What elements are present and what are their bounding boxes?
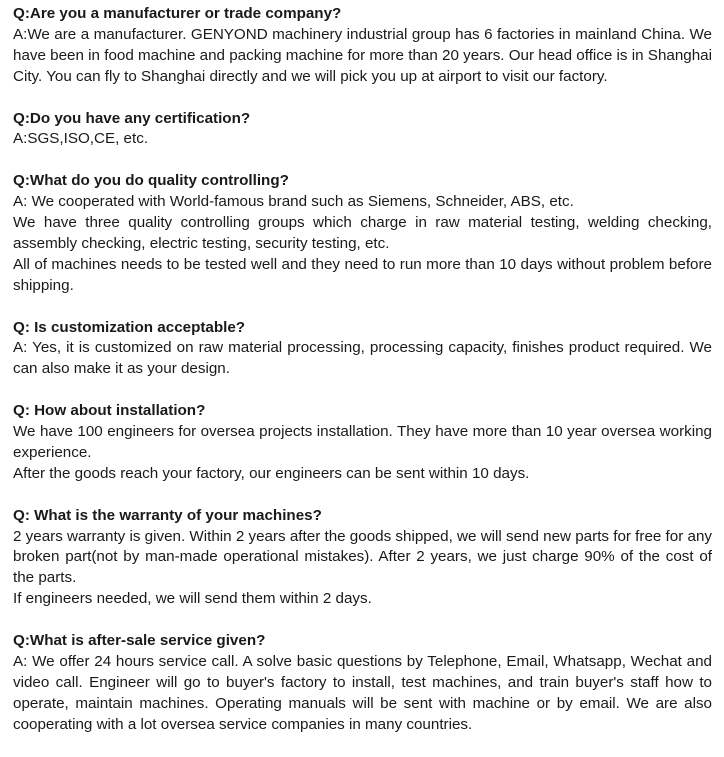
faq-answer: A:We are a manufacturer. GENYOND machinery industrial group has 6 factories in mainland China. We have been in food machine and packing machine for more than 20 years. Our head office is in Shanghai City. You can fly to Shanghai directly and we will pick you up at airport to visit our factory.	[13, 25, 712, 85]
faq-item-after-sale	[13, 631, 712, 736]
faq-item-installation	[13, 401, 712, 485]
faq-answer: We have three quality controlling groups which charge in raw material testing, welding checking, assembly checking, electric testing, security testing, etc.	[13, 214, 712, 252]
faq-question: Q: What is the warranty of your machines?	[13, 506, 322, 524]
faq-answer: We have 100 engineers for oversea projects installation. They have more than 10 year oversea working experience.	[13, 423, 712, 461]
faq-answer: After the goods reach your factory, our engineers can be sent within 10 days.	[13, 464, 530, 482]
faq-answer: A: We cooperated with World-famous brand such as Siemens, Schneider, ABS, etc.	[13, 193, 574, 211]
faq-question: Q:Are you a manufacturer or trade company?	[13, 5, 342, 22]
faq-answer: A:SGS,ISO,CE, etc.	[13, 130, 149, 148]
faq-item-certification	[13, 109, 712, 151]
faq-answer: 2 years warranty is given. Within 2 years after the goods shipped, we will send new parts for free for any broken part(not by man-made operational mistakes). After 2 years, we just charge 90% of the cost of the parts.	[13, 527, 712, 587]
faq-question: Q: Is customization acceptable?	[13, 318, 246, 336]
faq-answer: All of machines needs to be tested well and they need to run more than 10 days without problem before shipping.	[13, 255, 712, 294]
faq-question: Q:Do you have any certification?	[13, 109, 251, 127]
faq-question: Q:What do you do quality controlling?	[13, 172, 289, 190]
faq-answer: A: Yes, it is customized on raw material processing, processing capacity, finishes product required. We can also make it as your design.	[13, 339, 712, 378]
faq-question: Q:What is after-sale service given?	[13, 632, 266, 650]
faq-item-customization	[13, 318, 712, 381]
faq-item-manufacturer	[13, 4, 712, 88]
faq-answer: If engineers needed, we will send them within 2 days.	[13, 590, 372, 608]
faq-item-quality-control	[13, 171, 712, 296]
faq-answer: A: We offer 24 hours service call. A solve basic questions by Telephone, Email, Whatsapp, Wechat and video call. Engineer will go to buyer's factory to install, test machines, and train buyer's staff how to operate, maintain machines. Operating manuals will be sent with machine or by email. We are also cooperating with a lot oversea service companies in many countries.	[13, 653, 712, 733]
faq-item-warranty	[13, 506, 712, 611]
faq-list	[13, 4, 712, 757]
faq-question: Q: How about installation?	[13, 402, 206, 420]
